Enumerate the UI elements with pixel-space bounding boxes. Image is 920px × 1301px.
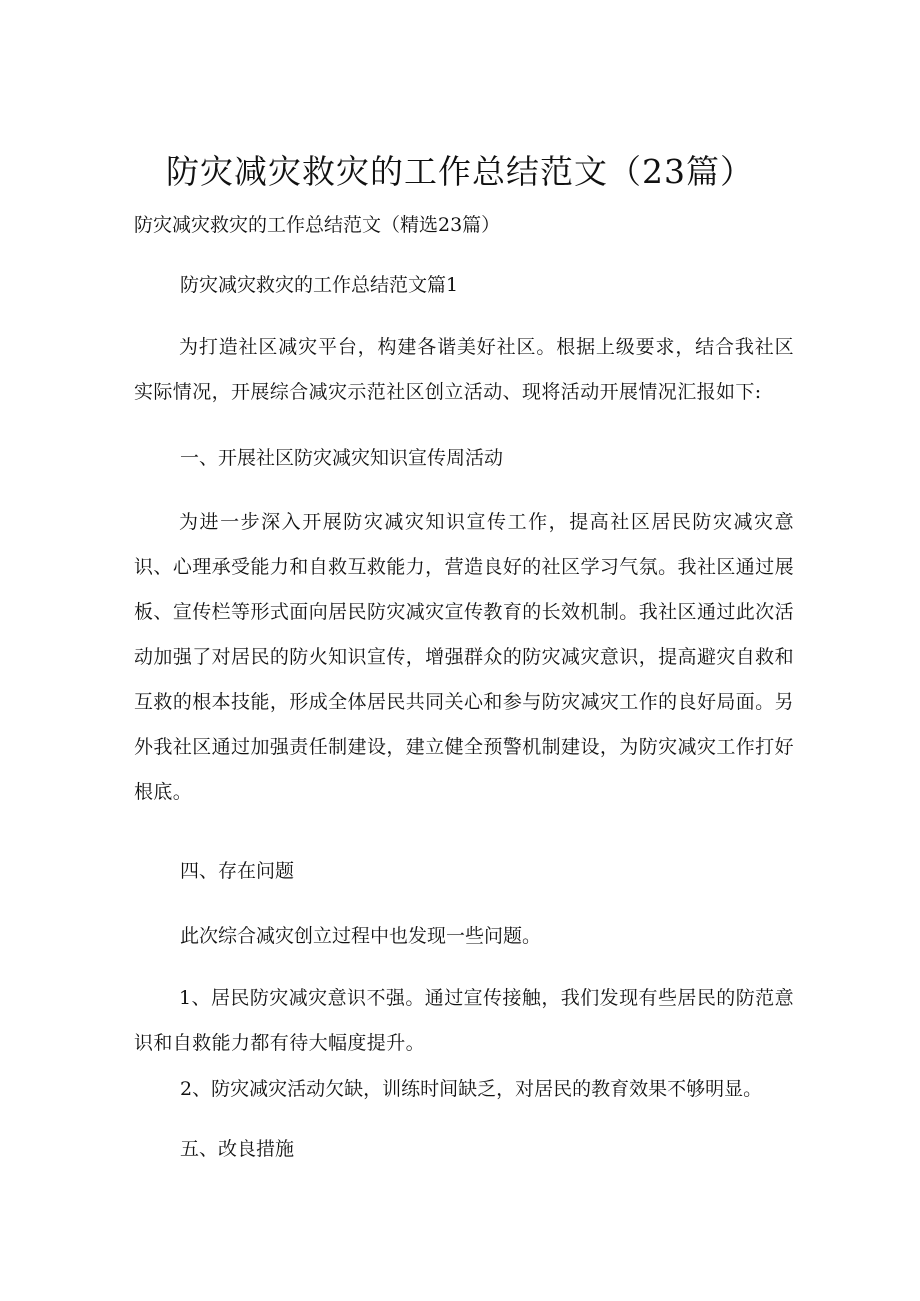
body-paragraph-one: 为进一步深入开展防灾减灾知识宣传工作，提高社区居民防灾减灾意识、心理承受能力和自救互救能力，营造良好的社区学习气氛。我社区通过展板、宣传栏等形式面向居民防灾减灾宣传教育的长效机制。我社区通过此次活动加强了对居民的防火知识宣传，增强群众的防灾减灾意识，提高避灾自救和互救的根本技能，形成全体居民共同关心和参与防灾减灾工作的良好局面。另外我社区通过加强责任制建设，建立健全预警机制建设，为防灾减灾工作打好根底。 [134,511,794,803]
section-heading: 防灾减灾救灾的工作总结范文篇1 [180,274,459,296]
document-subtitle: 防灾减灾救灾的工作总结范文（精选23篇） [134,214,501,236]
document-title: 防灾减灾救灾的工作总结范文（23篇） [166,152,754,191]
problems-intro: 此次综合减灾创立过程中也发现一些问题。 [180,925,542,947]
heading-five: 五、改良措施 [180,1138,295,1160]
heading-one: 一、开展社区防灾减灾知识宣传周活动 [180,447,504,469]
heading-four: 四、存在问题 [180,860,295,882]
intro-paragraph: 为打造社区减灾平台，构建各谐美好社区。根据上级要求，结合我社区实际情况，开展综合减灾示范社区创立活动、现将活动开展情况汇报如下: [134,336,794,403]
problem-one: 1、居民防灾减灾意识不强。通过宣传接触，我们发现有些居民的防范意识和自救能力都有待大幅度提升。 [134,987,794,1054]
problem-two: 2、防灾减灾活动欠缺，训练时间缺乏，对居民的教育效果不够明显。 [180,1078,763,1100]
